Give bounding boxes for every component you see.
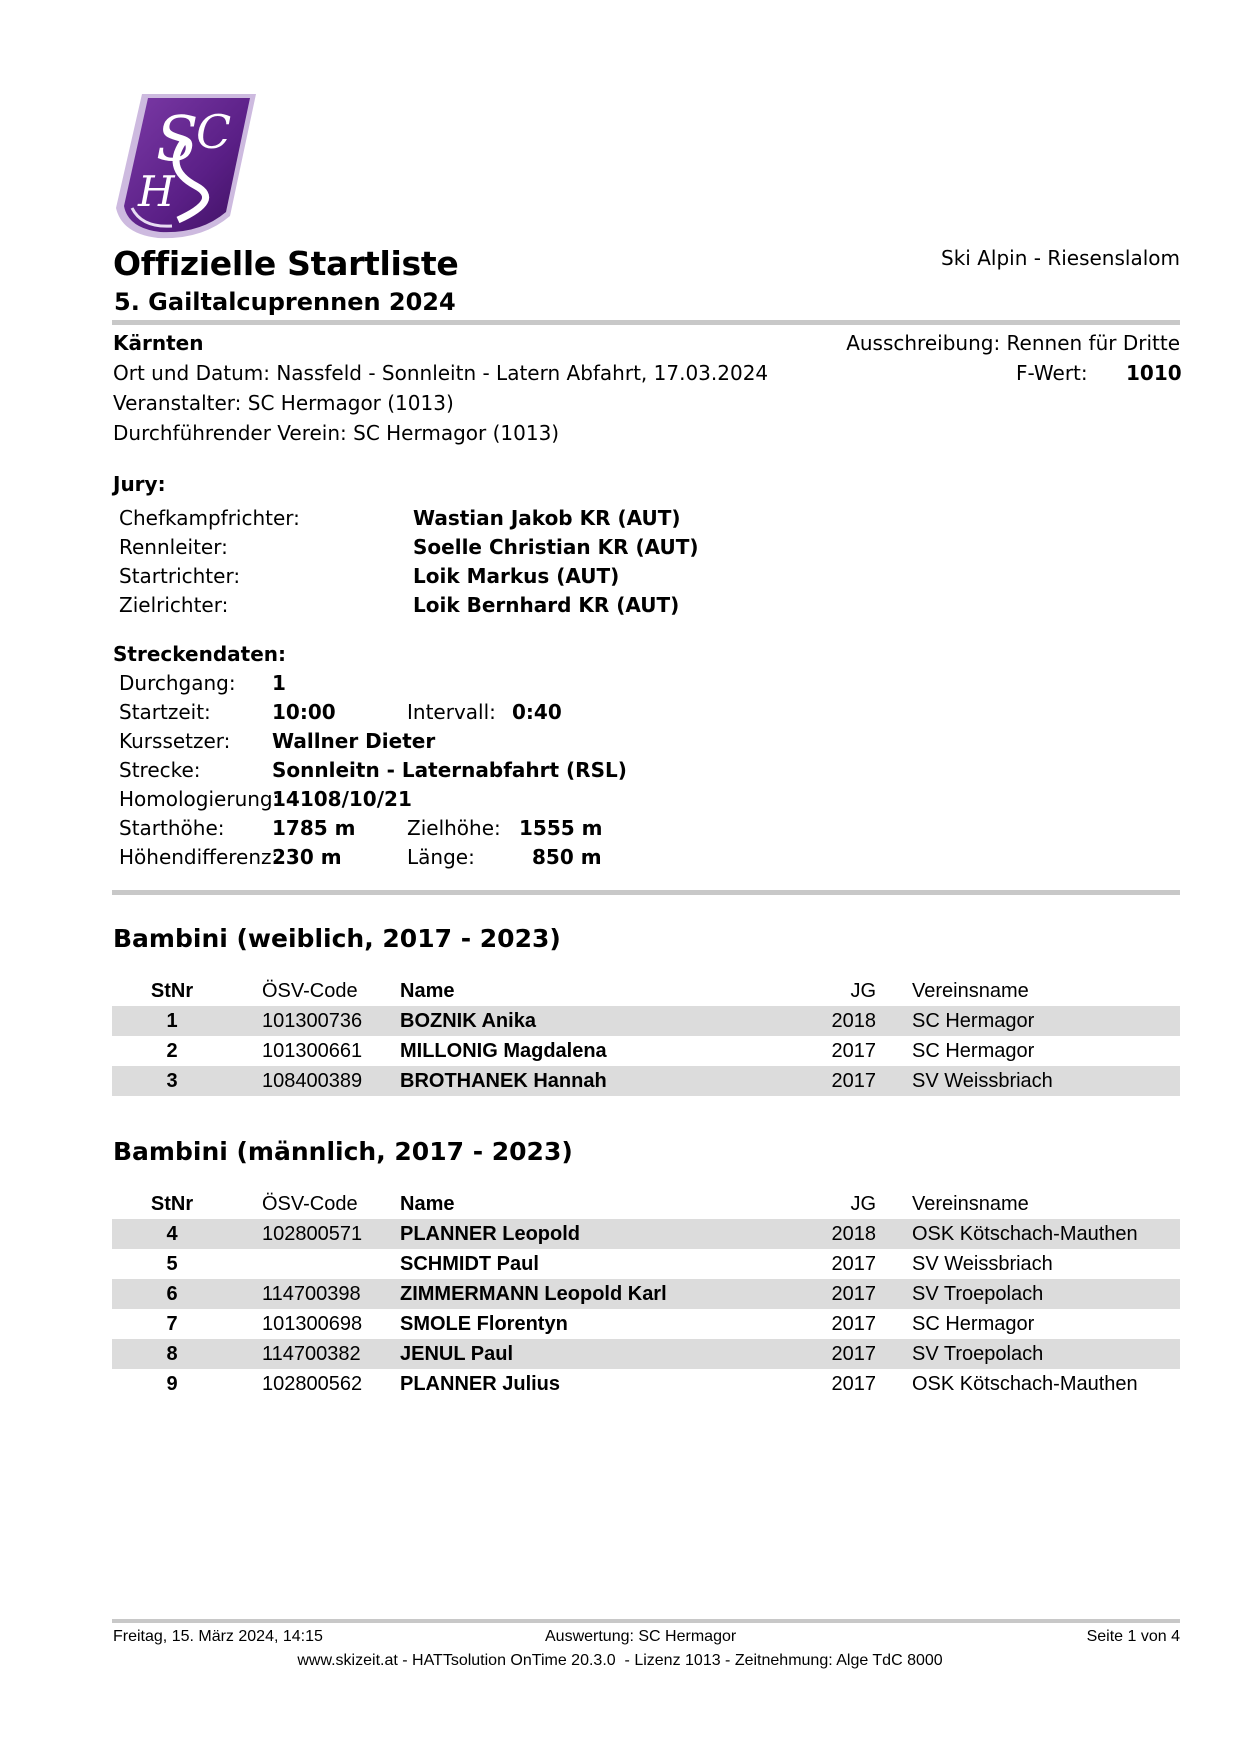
table-header (112, 976, 1180, 1006)
oesv-code: 101300661 (262, 1039, 363, 1062)
svg-text:C: C (196, 105, 232, 159)
table-row (112, 1369, 1180, 1399)
length-label: Länge: (407, 845, 475, 869)
footer-date: Freitag, 15. März 2024, 14:15 (113, 1628, 323, 1645)
discipline: Ski Alpin - Riesenslalom (941, 246, 1180, 270)
table-row (112, 1279, 1180, 1309)
jury-role: Rennleiter: (119, 535, 228, 559)
category-title: Bambini (weiblich, 2017 - 2023) (113, 924, 561, 953)
region: Kärnten (113, 331, 204, 355)
jury-role: Chefkampfrichter: (119, 506, 300, 530)
oesv-code: 114700382 (232, 1339, 400, 1369)
oesv-code: 102800562 (262, 1372, 363, 1395)
interval-label: Intervall: (407, 700, 496, 724)
oesv-code: 102800571 (232, 1219, 400, 1249)
setter-value: Wallner Dieter (272, 729, 436, 753)
athlete-name: MILLONIG Magdalena (400, 1039, 607, 1062)
category-title: Bambini (männlich, 2017 - 2023) (113, 1137, 573, 1166)
stnr: 3 (112, 1066, 232, 1096)
divider (112, 320, 1180, 325)
course-heading: Streckendaten: (113, 642, 286, 666)
start-time-value: 10:00 (272, 700, 336, 724)
finish-alt-label: Zielhöhe: (407, 816, 501, 840)
athlete-name: JENUL Paul (400, 1339, 788, 1369)
table-row (112, 1309, 1180, 1339)
club-name: SC Hermagor (886, 1006, 1180, 1036)
stnr: 6 (112, 1279, 232, 1309)
divider (112, 890, 1180, 895)
oesv-code (232, 1249, 400, 1279)
svg-text:S: S (156, 102, 199, 175)
col-jg: JG (850, 979, 876, 1002)
vertical-value: 230 m (272, 845, 342, 869)
footer-credits: www.skizeit.at - HATTsolution OnTime 20.3.0 - Lizenz 1013 - Zeitnehmung: Alge TdC 8000 (297, 1652, 943, 1669)
athlete-name: SCHMIDT Paul (400, 1252, 539, 1275)
jury-table (119, 503, 719, 623)
footer-divider (112, 1619, 1180, 1623)
homologation-label: Homologierung: (119, 787, 280, 811)
stnr: 5 (166, 1252, 178, 1275)
athlete-name: PLANNER Julius (400, 1372, 561, 1395)
jury-person: Wastian Jakob KR (AUT) (413, 506, 681, 530)
club-name: SC Hermagor (912, 1039, 1035, 1062)
table-header (112, 1189, 1180, 1219)
birth-year: 2017 (831, 1039, 876, 1062)
oesv-code: 108400389 (232, 1066, 400, 1096)
col-jg: JG (850, 1192, 876, 1215)
jury-heading: Jury: (113, 472, 166, 496)
stnr: 7 (166, 1312, 178, 1335)
col-stnr: StNr (150, 1192, 194, 1215)
run-label: Durchgang: (119, 671, 236, 695)
track-label: Strecke: (119, 758, 201, 782)
course-table (119, 668, 719, 878)
start-time-label: Startzeit: (119, 700, 211, 724)
stnr: 2 (166, 1039, 178, 1062)
club-name: OSK Kötschach-Mauthen (912, 1372, 1138, 1395)
athlete-name: SMOLE Florentyn (400, 1312, 568, 1335)
page-title: Offizielle Startliste (113, 244, 459, 283)
event-info (113, 328, 768, 448)
stnr: 9 (166, 1372, 178, 1395)
footer-evaluation: Auswertung: SC Hermagor (545, 1628, 737, 1645)
oesv-code: 114700398 (232, 1279, 400, 1309)
organizer: Veranstalter: SC Hermagor (1013) (113, 391, 454, 415)
col-stnr: StNr (150, 979, 194, 1002)
col-name: Name (400, 1192, 455, 1215)
club-logo (112, 88, 260, 240)
birth-year: 2017 (788, 1339, 886, 1369)
athlete-name: BROTHANEK Hannah (400, 1066, 788, 1096)
athlete-name: PLANNER Leopold (400, 1219, 788, 1249)
jury-role: Zielrichter: (119, 593, 229, 617)
interval-value: 0:40 (512, 700, 562, 724)
run-value: 1 (272, 671, 286, 695)
jury-person: Soelle Christian KR (AUT) (413, 535, 699, 559)
birth-year: 2017 (788, 1279, 886, 1309)
fwert-value: 1010 (1126, 361, 1182, 385)
jury-person: Loik Bernhard KR (AUT) (413, 593, 680, 617)
start-alt-value: 1785 m (272, 816, 356, 840)
jury-role: Startrichter: (119, 564, 241, 588)
athlete-name: ZIMMERMANN Leopold Karl (400, 1279, 788, 1309)
table-row (112, 1066, 1180, 1096)
start-alt-label: Starthöhe: (119, 816, 225, 840)
birth-year: 2017 (831, 1312, 876, 1335)
vertical-label: Höhendifferenz: (119, 845, 279, 869)
club-name: SC Hermagor (912, 1312, 1035, 1335)
col-club: Vereinsname (912, 979, 1029, 1002)
club-name: SV Troepolach (886, 1279, 1180, 1309)
club-name: SV Weissbriach (912, 1252, 1053, 1275)
birth-year: 2017 (831, 1252, 876, 1275)
track-value: Sonnleitn - Laternabfahrt (RSL) (272, 758, 627, 782)
col-code: ÖSV-Code (262, 1192, 358, 1215)
fwert-label: F-Wert: (1016, 361, 1088, 385)
stnr: 1 (112, 1006, 232, 1036)
table-row (112, 1036, 1180, 1066)
col-code: ÖSV-Code (262, 979, 358, 1002)
birth-year: 2017 (831, 1372, 876, 1395)
start-list-table (112, 976, 1180, 1096)
jury-person: Loik Markus (AUT) (413, 564, 620, 588)
place-date: Ort und Datum: Nassfeld - Sonnleitn - Latern Abfahrt, 17.03.2024 (113, 361, 769, 385)
event-info-right (846, 328, 1180, 388)
fwert (846, 358, 1180, 388)
col-name: Name (400, 979, 455, 1002)
birth-year: 2018 (788, 1006, 886, 1036)
table-row (112, 1006, 1180, 1036)
table-row (112, 1339, 1180, 1369)
oesv-code: 101300698 (262, 1312, 363, 1335)
stnr: 4 (112, 1219, 232, 1249)
footer-page: Seite 1 von 4 (1086, 1628, 1180, 1645)
club-name: OSK Kötschach-Mauthen (886, 1219, 1180, 1249)
birth-year: 2017 (788, 1066, 886, 1096)
club-name: SV Weissbriach (886, 1066, 1180, 1096)
col-club: Vereinsname (912, 1192, 1029, 1215)
oesv-code: 101300736 (232, 1006, 400, 1036)
svg-text:H: H (138, 167, 175, 216)
tender: Ausschreibung: Rennen für Dritte (846, 331, 1180, 355)
birth-year: 2018 (788, 1219, 886, 1249)
length-value: 850 m (532, 845, 602, 869)
sch-logo-emblem (112, 88, 260, 240)
table-row (112, 1249, 1180, 1279)
homologation-value: 14108/10/21 (272, 787, 412, 811)
club-name: SV Troepolach (886, 1339, 1180, 1369)
stnr: 8 (112, 1339, 232, 1369)
setter-label: Kurssetzer: (119, 729, 231, 753)
table-row (112, 1219, 1180, 1249)
start-list-table (112, 1189, 1180, 1399)
finish-alt-value: 1555 m (519, 816, 603, 840)
athlete-name: BOZNIK Anika (400, 1006, 788, 1036)
event-title: 5. Gailtalcuprennen 2024 (114, 288, 456, 316)
executing-club: Durchführender Verein: SC Hermagor (1013) (113, 421, 560, 445)
